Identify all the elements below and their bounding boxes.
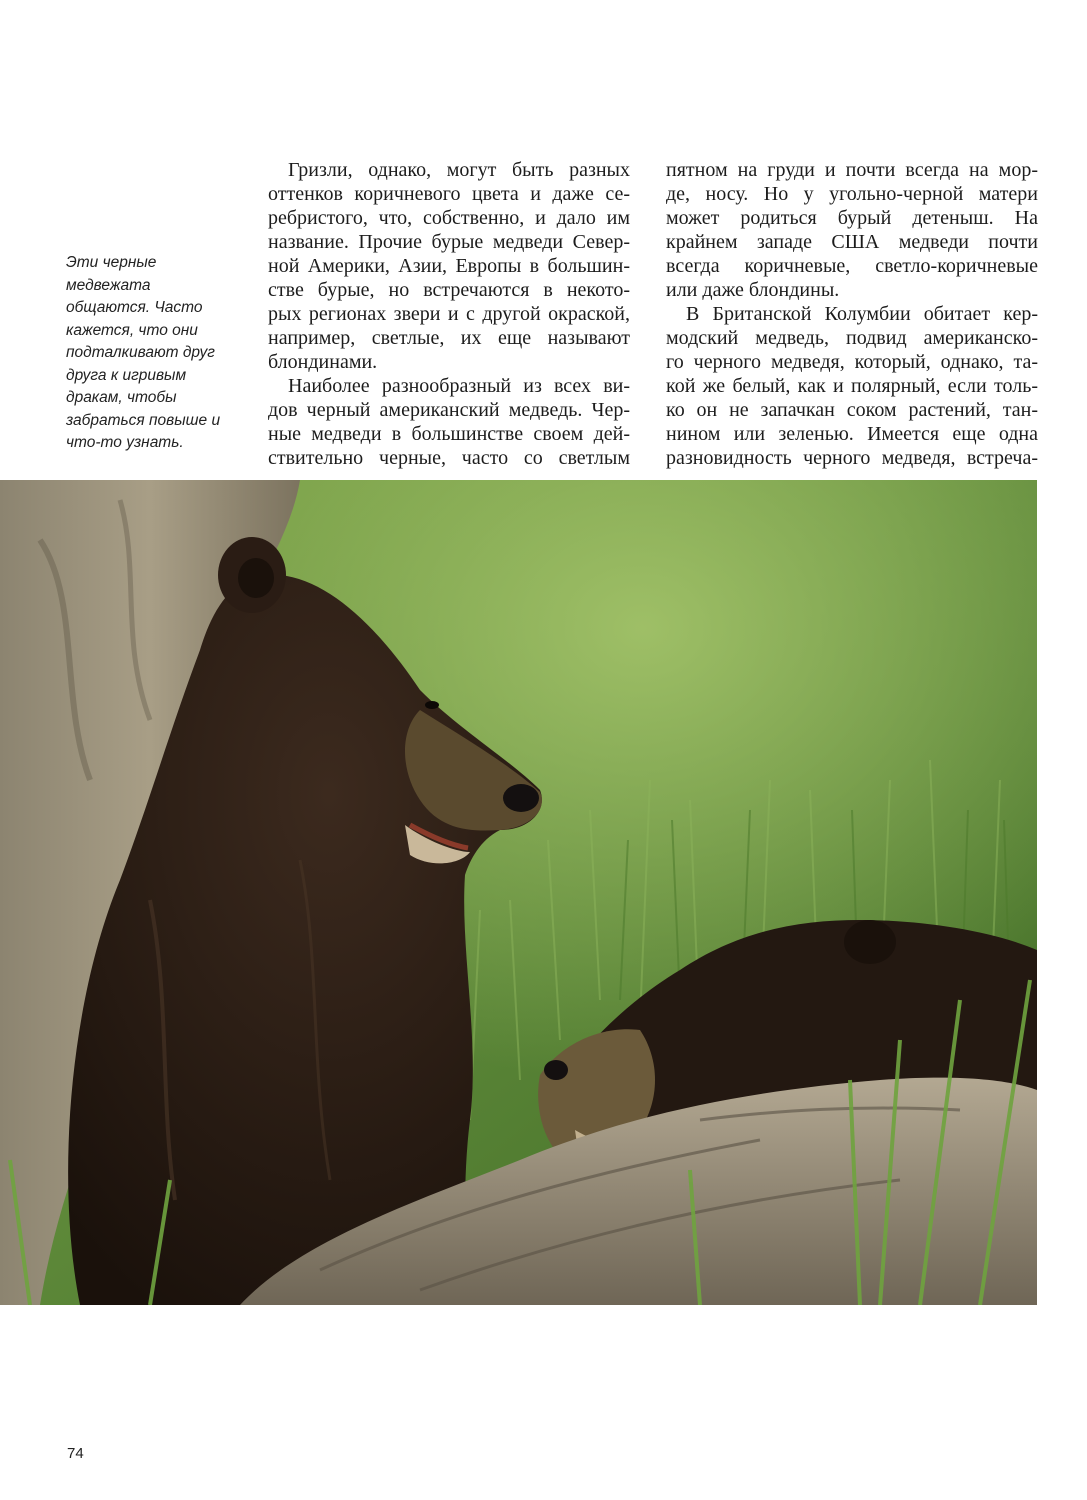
text-line: ко он не запачкан соком растений, тан- bbox=[666, 399, 1038, 421]
text-line: В Британской Колумбии обитает кер- bbox=[686, 303, 1038, 325]
caption-line: дракам, чтобы bbox=[66, 389, 177, 406]
text-line: Гризли, однако, могут быть разных bbox=[288, 159, 630, 181]
text-column-left bbox=[268, 158, 630, 470]
text-line: крайнем западе США медведи почти bbox=[666, 231, 1038, 253]
text-line: пятном на груди и почти всегда на мор- bbox=[666, 159, 1038, 181]
text-line: ребристого, что, собственно, и дало им bbox=[268, 207, 630, 229]
caption-line: медвежата bbox=[66, 276, 151, 294]
text-line: разновидность черного медведя, встреча- bbox=[666, 447, 1038, 469]
text-line: де, носу. Но у угольно-черной матери bbox=[666, 183, 1038, 205]
text-line: название. Прочие бурые медведи Север- bbox=[268, 231, 630, 253]
text-line: ной Америки, Азии, Европы в большин- bbox=[268, 255, 630, 277]
caption-line: кажется, что они bbox=[66, 321, 198, 339]
caption-line: общаются. Часто bbox=[66, 299, 203, 316]
page-number: 74 bbox=[67, 1445, 84, 1462]
text-column-right bbox=[666, 158, 1038, 470]
text-line: стве бурые, но встречаются в некото- bbox=[268, 279, 630, 301]
text-line: ные медведи в большинстве своем дей- bbox=[268, 423, 630, 445]
bears-photo-illustration bbox=[0, 480, 1037, 1305]
text-line: может родиться бурый детеныш. На bbox=[666, 207, 1038, 229]
caption-line: подталкивают друг bbox=[66, 344, 215, 361]
text-line: оттенков коричневого цвета и даже се- bbox=[268, 183, 630, 205]
caption-line: Эти черные bbox=[66, 254, 157, 271]
text-line: или даже блондины. bbox=[666, 279, 840, 301]
text-line: Наиболее разнообразный из всех ви- bbox=[288, 375, 630, 397]
text-line: блондинами. bbox=[268, 351, 378, 373]
text-line: всегда коричневые, светло-коричневые bbox=[666, 255, 1038, 277]
text-line: ствительно черные, часто со светлым bbox=[268, 447, 630, 469]
text-line: модский медведь, подвид американско- bbox=[666, 327, 1038, 349]
text-line: нином или зеленью. Имеется еще одна bbox=[666, 423, 1038, 445]
text-line: го черного медведя, который, однако, та- bbox=[666, 351, 1038, 373]
text-line: кой же белый, как и полярный, если толь- bbox=[666, 375, 1038, 397]
caption-line: забраться повыше и bbox=[66, 411, 221, 429]
caption-line: что-то узнать. bbox=[66, 434, 184, 451]
caption-line: друга к игривым bbox=[66, 366, 187, 384]
text-line: дов черный американский медведь. Чер- bbox=[268, 399, 630, 421]
text-line: например, светлые, их еще называют bbox=[268, 327, 630, 349]
bears-photo bbox=[0, 480, 1037, 1305]
photo-caption bbox=[66, 252, 236, 455]
text-line: рых регионах звери и с другой окраской, bbox=[268, 303, 630, 325]
